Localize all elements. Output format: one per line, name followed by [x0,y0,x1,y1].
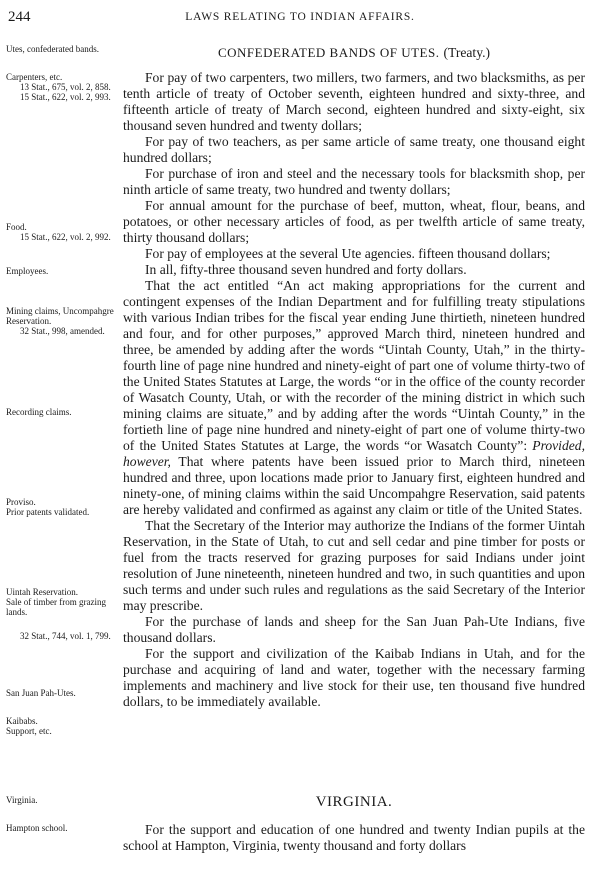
paragraph-carpenters: For pay of two carpenters, two millers, two farmers, and two blacksmiths, as per tenth article of treaty of October seventh, eighteen hundred and sixty-three, and fifteenth article of treaty of March second, eighteen hundred and sixty-eight, six thousand seven hundred and twenty dollars; [123,70,585,133]
margin-note-food-ref: 15 Stat., 622, vol. 2, 992. [20,232,111,242]
margin-note-uintah [6,587,116,617]
margin-note-proviso-title: Proviso. [6,497,36,507]
margin-note-hampton: Hampton school. [6,823,68,833]
margin-note-san-juan: San Juan Pah-Utes. [6,688,76,698]
margin-note-employees: Employees. [6,266,49,276]
body-block-virginia [123,822,585,854]
paragraph-uintah-timber: That the Secretary of the Interior may authorize the Indians of the former Uintah Reservation, in the State of Utah, to cut and sell cedar and pine timber for posts or fuel from the tracts reserved for grazing purposes for said Indians under joint resolution of June nineteenth, nineteen hundred and two, in such quantities and upon such terms and under such rules and regulations as the said Secretary of the Interior may prescribe. [123,518,585,613]
margin-note-uintah-ref-text: 32 Stat., 744, vol. 1, 799. [20,631,111,641]
paragraph-total: In all, fifty-three thousand seven hundred and forty dollars. [145,262,467,277]
mining-proviso-text: That where patents have been issued prior to March third, nineteen hundred and three, upon locations made prior to January first, eighteen hundred and ninety-one, of mining claims within the said Uncompahgre Reservation, said patents are hereby validated and confirmed as against any claim or title of the United States. [123,454,585,517]
margin-note-kaibabs-text: Support, etc. [6,726,52,736]
paragraph-mining-claims [123,278,585,518]
proviso-italic: Provided, however, [123,438,585,469]
paragraph-food: For annual amount for the purchase of beef, mutton, wheat, flour, beans, and potatoes, or other necessary articles of food, as per twelfth article of same treaty, thirty thousand dollars; [123,198,585,245]
section-title: CONFEDERATED BANDS OF UTES. [217,45,440,60]
margin-note-uintah-text: Sale of timber from grazing lands. [6,597,106,617]
margin-note-mining-ref: 32 Stat., 998, amended. [20,326,105,336]
paragraph-teachers: For pay of two teachers, as per same article of same treaty, one thousand eight hundred dollars; [123,134,585,165]
paragraph-hampton: For the support and education of one hundred and twenty Indian pupils at the school at Hampton, Virginia, twenty thousand and forty dollars [123,822,585,853]
body-block-utes [123,70,585,710]
margin-note-uintah-ref [6,631,116,641]
margin-note-uintah-title: Uintah Reservation. [6,587,78,597]
margin-note-kaibabs-title: Kaibabs. [6,716,38,726]
page-number: 244 [8,9,31,25]
paragraph-kaibab: For the support and civilization of the Kaibab Indians in Utah, and for the purchase and acquiring of land and water, together with the necessary farming implements and machinery and live stock for their use, ten thousand five hundred dollars, to be immediately available. [123,646,585,709]
margin-note-virginia: Virginia. [6,795,38,805]
margin-note-mining-title: Mining claims, Uncompahgre Reservation. [6,306,114,326]
margin-note-carpenters [6,72,116,102]
margin-note-carpenters-ref2: 15 Stat., 622, vol. 2, 993. [20,92,111,102]
section-subtitle: (Treaty.) [443,45,491,60]
margin-note-proviso-text: Prior patents validated. [6,507,90,517]
margin-note-mining [6,306,116,336]
margin-note-carpenters-title: Carpenters, etc. [6,72,63,82]
margin-note-proviso [6,497,116,517]
margin-note-recording: Recording claims. [6,407,72,417]
page-header [8,9,592,29]
margin-note-carpenters-ref1: 13 Stat., 675, vol. 2, 858. [20,82,111,92]
margin-note-utes: Utes, confederated bands. [6,44,99,54]
mining-act-text: That the act entitled “An act making appropriations for the current and contingent expenses of the Indian Department and for fulfilling treaty stipulations with various Indian tribes for the fiscal year ending June thirtieth, nineteen hundred and four, and for other purposes,” approved March third, nineteen hundred and three, be amended by adding after the words “Uintah County, Utah,” in the thirty-fourth line of page nine hundred and ninety-eight of part one of volume thirty-two of the United States Statutes at Large, the words “or in the office of the county recorder of Wasatch County, Utah, or with the recorder of the mining district in which such mining claims are situate,” and by adding after the words “Uintah County,” in the fortieth line of page nine hundred and ninety-eight of part one of volume thirty-two of the United States Statutes at Large, the words “or Wasatch County”: [123,278,585,453]
paragraph-iron-steel: For purchase of iron and steel and the necessary tools for blacksmith shop, per ninth article of same treaty, two hundred and twenty dollars; [123,166,585,197]
running-title: LAWS RELATING TO INDIAN AFFAIRS. [185,11,415,23]
margin-note-food [6,222,116,242]
state-heading [123,793,585,811]
margin-note-food-title: Food. [6,222,27,232]
state-heading-text: VIRGINIA. [315,794,393,810]
section-heading [123,44,585,62]
paragraph-employees: For pay of employees at the several Ute agencies. fifteen thousand dollars; [145,246,551,261]
margin-note-kaibabs [6,716,116,736]
paragraph-san-juan: For the purchase of lands and sheep for the San Juan Pah-Ute Indians, five thousand dollars. [123,614,585,645]
